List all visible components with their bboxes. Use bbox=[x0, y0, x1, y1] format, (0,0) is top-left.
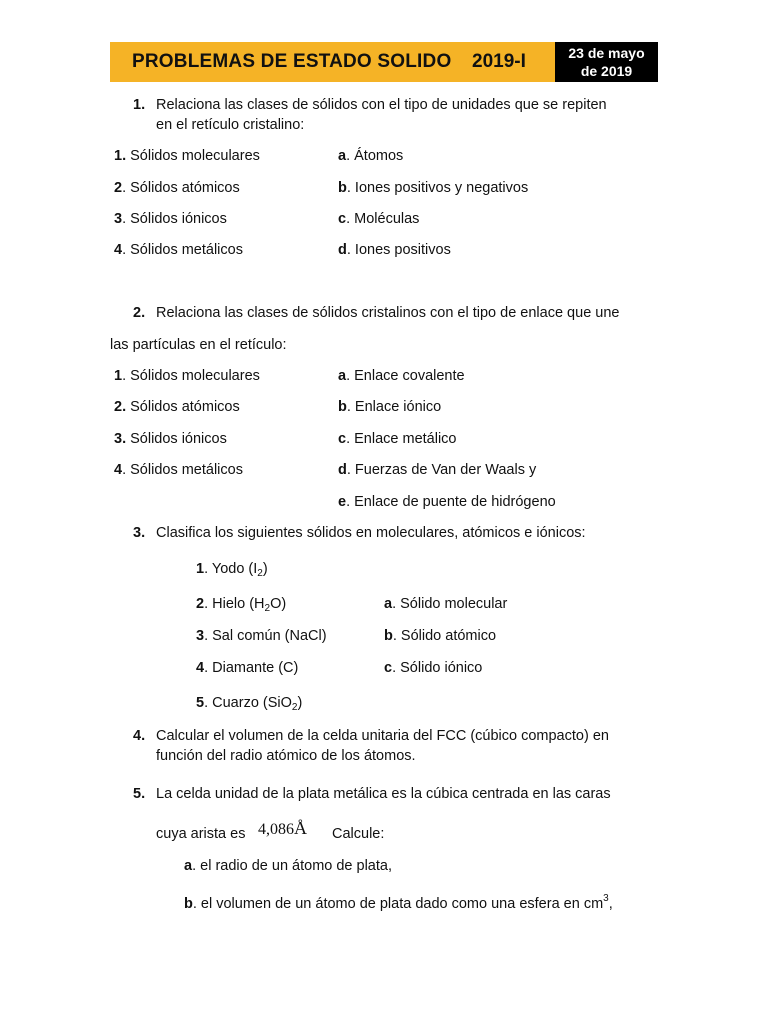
q1-left-item: 2. Sólidos atómicos bbox=[114, 180, 240, 196]
q3-number: 3. bbox=[133, 525, 146, 541]
q1-left-item: 4. Sólidos metálicos bbox=[114, 242, 243, 258]
q1-text-line1: Relaciona las clases de sólidos con el tipo de unidades que se repiten bbox=[156, 97, 607, 113]
q2-left-item: 2. Sólidos atómicos bbox=[114, 399, 240, 415]
q2-left-item: 3. Sólidos iónicos bbox=[114, 431, 227, 447]
q3-option: a. Sólido molecular bbox=[384, 596, 508, 612]
q2-right-item: a. Enlace covalente bbox=[338, 368, 465, 384]
q1-right-item: d. Iones positivos bbox=[338, 242, 451, 258]
q4-text-line1: Calcular el volumen de la celda unitaria del FCC (cúbico compacto) en bbox=[156, 728, 609, 744]
title-bar bbox=[110, 42, 555, 82]
q1-right-item: a. Átomos bbox=[338, 148, 404, 164]
q1-left-item: 3. Sólidos iónicos bbox=[114, 211, 227, 227]
q3-item: 1. Yodo $(I_2)$ bbox=[196, 561, 268, 579]
q3-item: 2. Hielo $(H_2O)$ bbox=[196, 596, 287, 614]
q3-item: 4. Diamante (C) bbox=[196, 660, 299, 676]
q1-right-item: c. Moléculas bbox=[338, 211, 420, 227]
q2-right-item: b. Enlace iónico bbox=[338, 399, 442, 415]
q2-text-line1: Relaciona las clases de sólidos cristalinos con el tipo de enlace que une bbox=[156, 305, 620, 321]
q3-item: 5. Cuarzo (SiO$_2$) bbox=[196, 695, 303, 713]
q1-text-line2: en el retículo cristalino: bbox=[156, 117, 305, 133]
q5-sub-a: a. el radio de un átomo de plata, bbox=[184, 858, 392, 874]
q4-text-line2: función del radio atómico de los átomos. bbox=[156, 748, 416, 764]
q5-edge-value: 4,086Å bbox=[258, 818, 307, 838]
date-badge bbox=[555, 42, 658, 82]
q3-option: c. Sólido iónico bbox=[384, 660, 483, 676]
document-header bbox=[110, 42, 658, 82]
q1-left-item: 1. Sólidos moleculares bbox=[114, 148, 260, 164]
page-title: PROBLEMAS DE ESTADO SOLIDO bbox=[132, 51, 452, 72]
title-year: 2019-I bbox=[472, 51, 526, 72]
q2-right-item: d. Fuerzas de Van der Waals y bbox=[338, 462, 537, 478]
date-line-1: 23 de mayo bbox=[568, 45, 645, 61]
q1-right-item: b. Iones positivos y negativos bbox=[338, 180, 529, 196]
q2-left-item: 4. Sólidos metálicos bbox=[114, 462, 243, 478]
date-line-2: de 2019 bbox=[580, 63, 633, 79]
q3-option: b. Sólido atómico bbox=[384, 628, 497, 644]
q1-number: 1. bbox=[133, 97, 146, 113]
q3-text: Clasifica los siguientes sólidos en moleculares, atómicos e iónicos: bbox=[156, 525, 586, 541]
q2-text-line2: las partículas en el retículo: bbox=[110, 337, 287, 353]
q5-text-line1: La celda unidad de la plata metálica es la cúbica centrada en las caras bbox=[156, 786, 611, 802]
q5-text-line2-post: Calcule: bbox=[332, 826, 385, 842]
q3-item: 3. Sal común (NaCl) bbox=[196, 628, 327, 644]
q5-sub-b: b. el volumen de un átomo de plata dado como una esfera en $cm^3$, bbox=[184, 893, 613, 912]
q5-number: 5. bbox=[133, 786, 146, 802]
q2-right-item: c. Enlace metálico bbox=[338, 431, 457, 447]
q2-number: 2. bbox=[133, 305, 146, 321]
q5-text-line2-pre: cuya arista es bbox=[156, 826, 246, 842]
q2-left-item: 1. Sólidos moleculares bbox=[114, 368, 260, 384]
q2-right-item: e. Enlace de puente de hidrógeno bbox=[338, 494, 556, 510]
q4-number: 4. bbox=[133, 728, 146, 744]
